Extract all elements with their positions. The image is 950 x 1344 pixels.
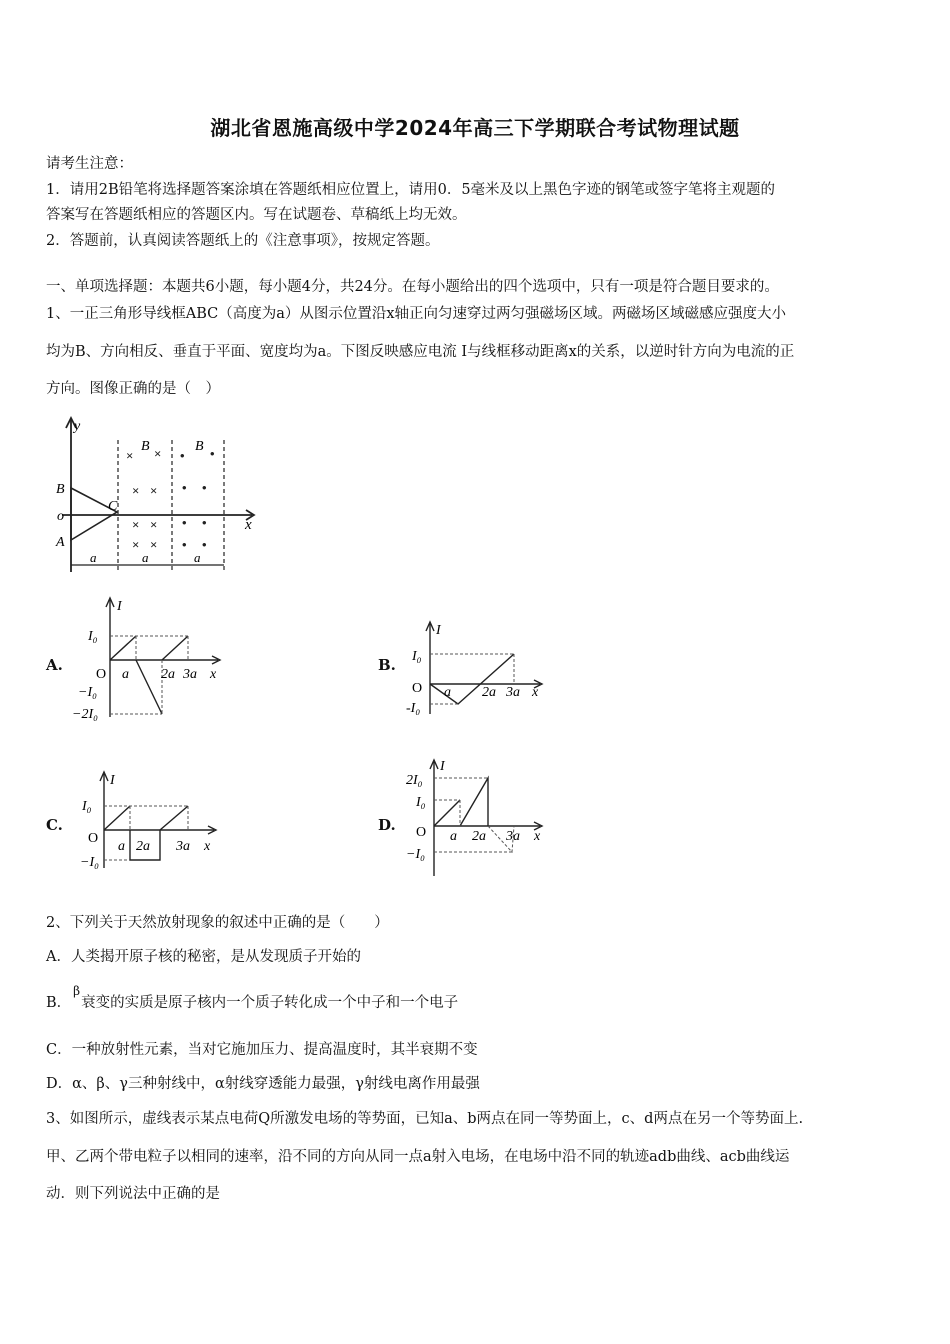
q3-stem-line-1: 3、如图所示，虚线表示某点电荷Q所激发电场的等势面，已知a、b两点在同一等势面上，c、d两点在另一个等势面上. [46,1111,804,1127]
beta-symbol: β [73,984,81,998]
curve-seg [110,636,136,660]
axis-x-label: x [210,667,217,682]
tick-3a: 3a [183,667,197,682]
notice-line-1b: 答案写在答题纸相应的答题区内。写在试题卷、草稿纸上均无效。 [46,207,467,223]
axis-x-label: x [532,685,539,700]
tick-neg-2i0: −2I₀ [72,707,98,722]
field-dot: • [182,537,187,552]
tick-a: a [450,829,457,844]
tick-a: a [444,685,451,700]
tick-2i0: 2I₀ [406,773,423,788]
q2-option-b[interactable] [46,984,459,1012]
tick-neg-i0: −I₀ [406,847,425,862]
q1-option-d-label[interactable]: D. [378,816,396,834]
field-dot: • [202,515,207,530]
fig-x-label: x [245,517,252,533]
field-cross: × [150,517,158,532]
q1-stem-line-2: 均为B、方向相反、垂直于平面、宽度均为a。下图反映感应电流 I与线框移动距离x的关系，以逆时针方向为电流的正 [46,344,795,360]
field-cross: × [132,517,140,532]
axis-i-label: I [436,623,441,638]
width-label-2: a [142,550,149,565]
tick-2a: 2a [136,839,150,854]
field-cross: × [132,483,140,498]
fig-vertex-b-label: B [56,482,65,497]
q1-option-a-graph[interactable] [70,592,240,722]
q2-option-d[interactable]: D．α、β、γ三种射线中，α射线穿透能力最强，γ射线电离作用最强 [46,1076,480,1092]
field-dot: • [202,537,207,552]
tick-i0: I₀ [82,799,92,814]
field-cross: × [126,448,134,463]
field-cross: × [150,537,158,552]
axis-i-label: I [440,759,445,774]
field-dot: • [180,448,185,463]
fig-y-label: y [74,419,81,434]
notice-line-1a: 1．请用2B铅笔将选择题答案涂填在答题纸相应位置上，请用0．5毫米及以上黑色字迹的钢笔或签字笔将主观题的 [46,182,776,198]
curve-seg [460,778,488,826]
q1-field-figure [52,412,272,580]
tick-2a: 2a [161,667,175,682]
tick-neg-i0: −I₀ [78,685,97,700]
q1-option-b-label[interactable]: B. [378,656,396,674]
axis-i-label: I [110,773,115,788]
q2-option-a[interactable]: A．人类揭开原子核的秘密，是从发现质子开始的 [46,949,361,965]
curve [430,654,514,704]
q1-stem-line-1: 1、一正三角形导线框ABC（高度为a）从图示位置沿x轴正向匀速穿过两匀强磁场区域。两磁场区域磁感应强度大小 [46,306,787,322]
field-cross: × [132,537,140,552]
q2-option-b-text: 衰变的实质是原子核内一个质子转化成一个中子和一个电子 [81,995,459,1011]
fig-field-label-right: B [195,439,204,454]
tick-neg-i0: -I₀ [406,701,421,716]
q1-option-d-graph[interactable] [402,756,552,878]
origin-label: O [416,825,427,840]
field-dot: • [182,480,187,495]
q1-option-c-label[interactable]: C. [46,816,63,834]
fig-vertex-c-label: C [108,499,118,514]
tick-3a: 3a [176,839,190,854]
notice-line-2: 2．答题前，认真阅读答题纸上的《注意事项》，按规定答题。 [46,233,440,249]
field-cross: × [150,483,158,498]
fig-vertex-a-label: A [56,535,65,550]
q1-stem-line-3: 方向。图像正确的是（ ） [46,381,220,397]
axis-x-label: x [534,829,541,844]
axis-i-label: I [117,599,122,614]
origin-label: O [96,667,107,682]
notice-heading: 请考生注意： [46,156,133,172]
tick-i0: I₀ [412,649,422,664]
tick-2a: 2a [472,829,486,844]
tick-3a: 3a [506,829,520,844]
q1-option-b-graph[interactable] [402,618,552,718]
tick-neg-i0: −I₀ [80,855,99,870]
width-label-1: a [90,550,97,565]
q2-option-b-label: B． [46,995,72,1011]
curve-seg [162,636,188,660]
triangle-frame [71,488,117,540]
fig-origin-label: o [57,509,64,524]
field-dot: • [182,515,187,530]
fig-field-label-left: B [141,439,150,454]
origin-label: O [88,831,99,846]
curve-seg [136,660,162,714]
section-heading: 一、单项选择题：本题共6小题，每小题4分，共24分。在每小题给出的四个选项中，只有一项是符合题目要求的。 [46,279,779,295]
curve-seg [104,806,130,830]
curve-seg [160,806,188,830]
tick-i0: I₀ [88,629,98,644]
tick-3a: 3a [506,685,520,700]
curve-seg [434,800,460,826]
tick-a: a [122,667,129,682]
q2-stem: 2、下列关于天然放射现象的叙述中正确的是（ ） [46,915,389,931]
width-label-3: a [194,550,201,565]
tick-2a: 2a [482,685,496,700]
field-dot: • [210,446,215,461]
origin-label: O [412,681,423,696]
q2-option-c[interactable]: C．一种放射性元素，当对它施加压力、提高温度时，其半衰期不变 [46,1042,478,1058]
page-title: 湖北省恩施高级中学2024年高三下学期联合考试物理试题 [210,116,740,140]
field-cross: × [154,446,162,461]
q3-stem-line-2: 甲、乙两个带电粒子以相同的速率，沿不同的方向从同一点a射入电场，在电场中沿不同的轨迹adb曲线、acb曲线运 [46,1149,790,1165]
tick-i0: I₀ [416,795,426,810]
field-dot: • [202,480,207,495]
tick-a: a [118,839,125,854]
q1-option-a-label[interactable]: A. [46,656,63,674]
axis-x-label: x [204,839,211,854]
q1-option-c-graph[interactable] [78,768,228,872]
q3-stem-line-3: 动．则下列说法中正确的是 [46,1186,220,1202]
